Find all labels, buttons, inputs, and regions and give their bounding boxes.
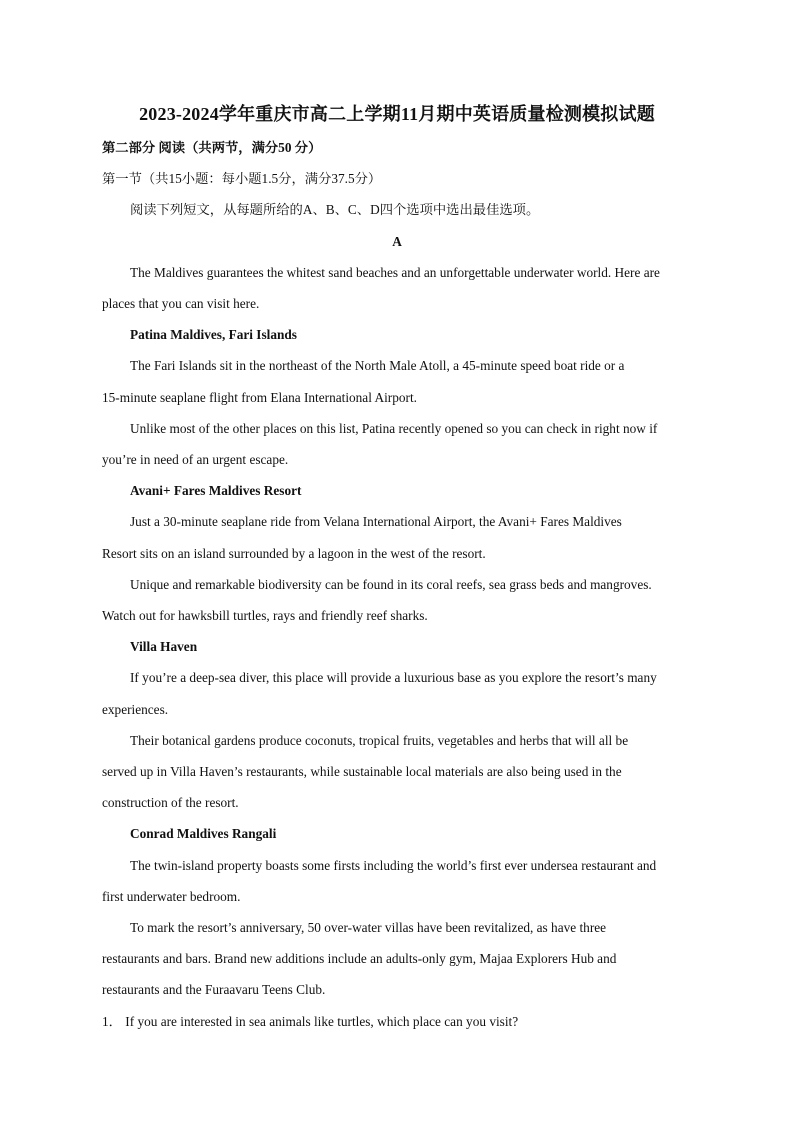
paragraph-line: experiences. bbox=[102, 702, 169, 717]
place-heading: Avani+ Fares Maldives Resort bbox=[130, 483, 302, 498]
paragraph-line: If you’re a deep-sea diver, this place will provide a luxurious base as you explore the resort’s many bbox=[130, 670, 657, 685]
paragraph-line: construction of the resort. bbox=[102, 795, 239, 810]
section-heading: 第一节（共15小题：每小题1.5分，满分37.5分） bbox=[102, 171, 382, 186]
paragraph-line: Just a 30-minute seaplane ride from Velana International Airport, the Avani+ Fares Maldives bbox=[130, 514, 622, 529]
part-heading: 第二部分 阅读（共两节，满分50 分） bbox=[102, 140, 322, 155]
paragraph-line: you’re in need of an urgent escape. bbox=[102, 452, 289, 467]
paragraph-line: Their botanical gardens produce coconuts, tropical fruits, vegetables and herbs that will all be bbox=[130, 733, 629, 748]
paragraph-line: Resort sits on an island surrounded by a lagoon in the west of the resort. bbox=[102, 546, 486, 561]
place-heading: Villa Haven bbox=[130, 639, 198, 654]
passage-label: A bbox=[392, 234, 402, 249]
paragraph-line: first underwater bedroom. bbox=[102, 889, 241, 904]
place-heading: Conrad Maldives Rangali bbox=[130, 826, 277, 841]
paragraph-line: served up in Villa Haven’s restaurants, while sustainable local materials are also being used in the bbox=[102, 764, 622, 779]
question-1: 1． If you are interested in sea animals like turtles, which place can you visit? bbox=[102, 1014, 519, 1029]
instruction-text: 阅读下列短文，从每题所给的A、B、C、D四个选项中选出最佳选项。 bbox=[130, 202, 540, 217]
paragraph-line: restaurants and bars. Brand new additions include an adults-only gym, Majaa Explorers Hub and bbox=[102, 951, 617, 966]
paragraph-line: 15-minute seaplane flight from Elana International Airport. bbox=[102, 390, 417, 405]
paragraph-line: Unlike most of the other places on this list, Patina recently opened so you can check in right now if bbox=[130, 421, 658, 436]
paragraph-line: Unique and remarkable biodiversity can be found in its coral reefs, sea grass beds and mangroves. bbox=[130, 577, 652, 592]
paragraph-line: The Maldives guarantees the whitest sand beaches and an unforgettable underwater world. Here are bbox=[130, 265, 660, 280]
paragraph-line: The Fari Islands sit in the northeast of the North Male Atoll, a 45-minute speed boat ride or a bbox=[130, 358, 625, 373]
place-heading: Patina Maldives, Fari Islands bbox=[130, 327, 297, 342]
paragraph-line: places that you can visit here. bbox=[102, 296, 260, 311]
paragraph-line: The twin-island property boasts some firsts including the world’s first ever undersea restaurant and bbox=[130, 858, 657, 873]
paragraph-line: restaurants and the Furaavaru Teens Club. bbox=[102, 982, 326, 997]
paragraph-line: To mark the resort’s anniversary, 50 over-water villas have been revitalized, as have three bbox=[130, 920, 607, 935]
document-title: 2023-2024学年重庆市高二上学期11月期中英语质量检测模拟试题 bbox=[139, 104, 655, 124]
paragraph-line: Watch out for hawksbill turtles, rays and friendly reef sharks. bbox=[102, 608, 428, 623]
